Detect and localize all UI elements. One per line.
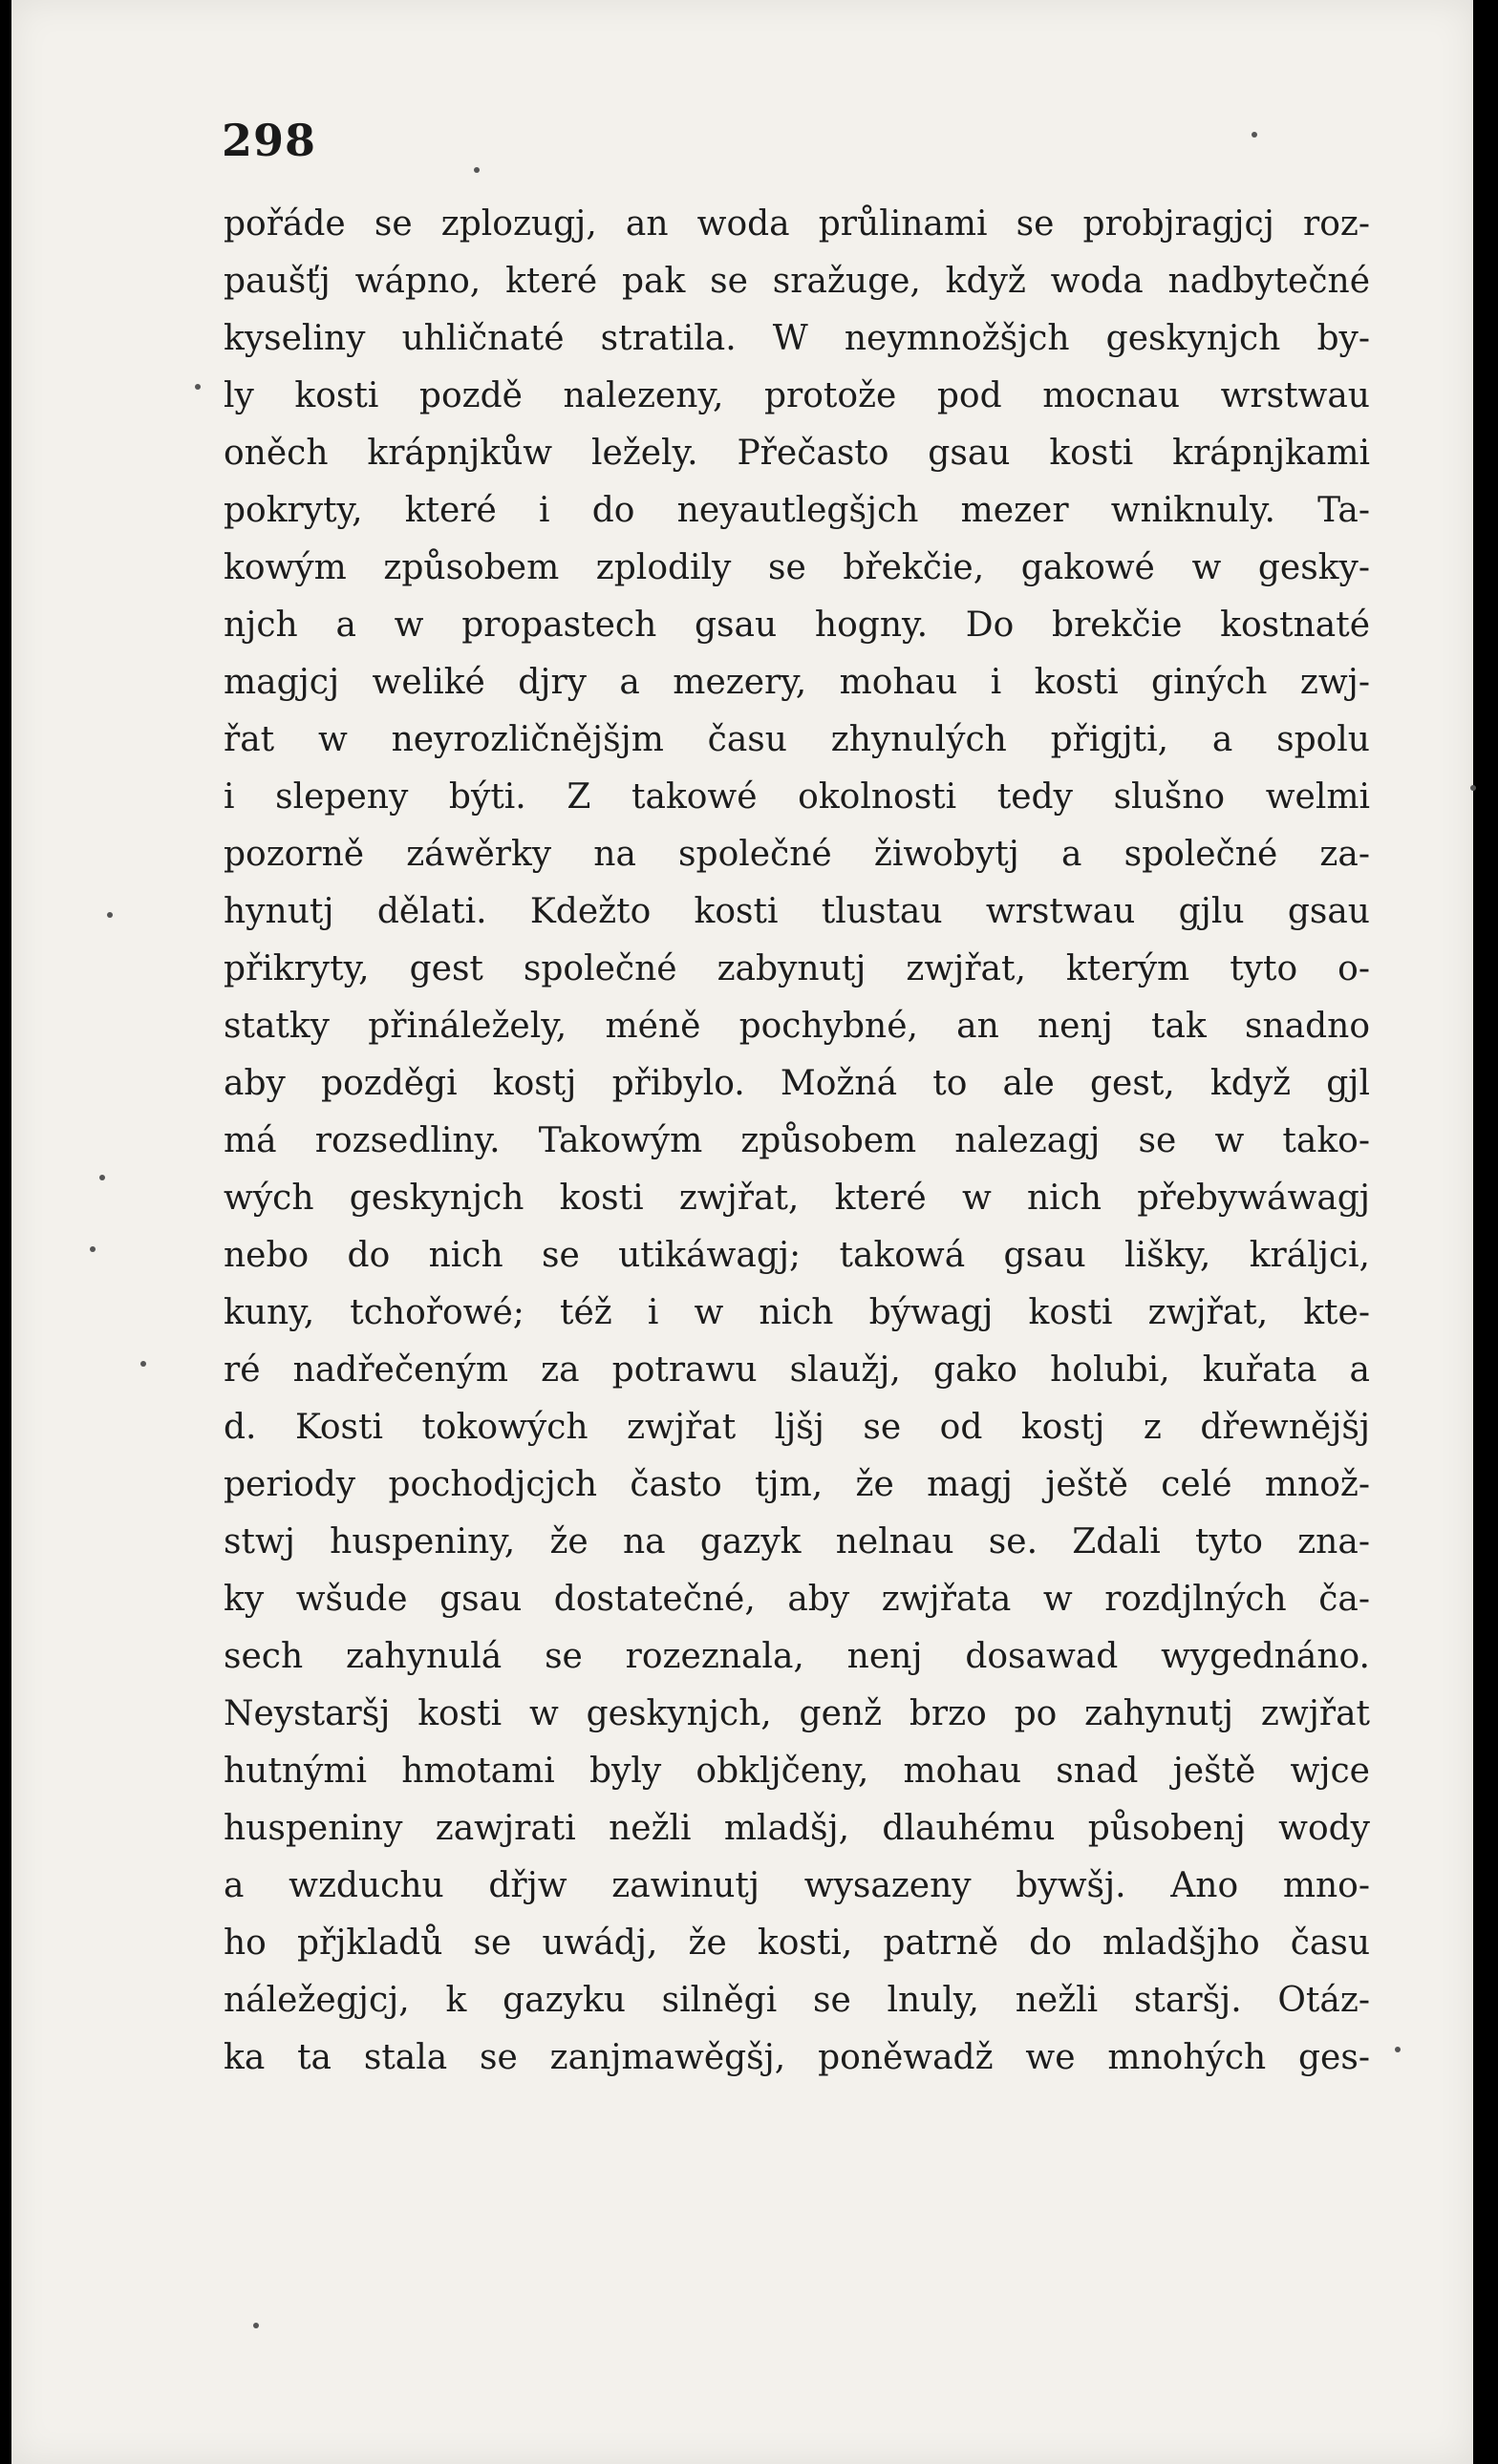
text-line: paušťj wápno, které pak se sražuge, když woda nadbytečné bbox=[224, 262, 1370, 301]
text-line: kuny, tchořowé; též i w nich býwagj kosti zwjřat, kte- bbox=[224, 1293, 1370, 1332]
text-line: přikryty, gest společné zabynutj zwjřat, kterým tyto o- bbox=[224, 949, 1370, 988]
text-line: kyseliny uhličnaté stratila. W neymnožšjch geskynjch by- bbox=[224, 319, 1370, 358]
text-line: pozorně záwěrky na společné žiwobytj a společné za- bbox=[224, 835, 1370, 874]
text-line: statky přináležely, méně pochybné, an nenj tak snadno bbox=[224, 1007, 1370, 1046]
text-line: ka ta stala se zanjmawěgšj, poněwadž we mnohých ges- bbox=[224, 2038, 1370, 2077]
text-line: hutnými hmotami byly obkljčeny, mohau snad ještě wjce bbox=[224, 1752, 1370, 1791]
text-line: oněch krápnjkůw ležely. Přečasto gsau kosti krápnjkami bbox=[224, 434, 1370, 473]
body-text bbox=[224, 196, 1370, 2087]
text-line: má rozsedliny. Takowým způsobem nalezagj se w tako- bbox=[224, 1121, 1370, 1160]
paper-speck bbox=[99, 1175, 105, 1180]
text-line: hynutj dělati. Kdežto kosti tlustau wrstwau gjlu gsau bbox=[224, 892, 1370, 931]
paper-speck bbox=[253, 2323, 259, 2328]
text-line: sech zahynulá se rozeznala, nenj dosawad wygednáno. bbox=[224, 1637, 1370, 1676]
text-line: periody pochodjcjch často tjm, že magj ještě celé množ- bbox=[224, 1465, 1370, 1504]
page-number: 298 bbox=[222, 115, 317, 166]
text-line: i slepeny býti. Z takowé okolnosti tedy slušno welmi bbox=[224, 777, 1370, 817]
text-line: Neystaršj kosti w geskynjch, genž brzo po zahynutj zwjřat bbox=[224, 1694, 1370, 1733]
book-page bbox=[11, 0, 1473, 2464]
text-line: ly kosti pozdě nalezeny, protože pod mocnau wrstwau bbox=[224, 376, 1370, 415]
paper-speck bbox=[1252, 132, 1257, 138]
text-line: aby pozděgi kostj přibylo. Možná to ale gest, když gjl bbox=[224, 1064, 1370, 1103]
text-line: ho přjkladů se uwádj, že kosti, patrně do mladšjho času bbox=[224, 1923, 1370, 1963]
text-line: pokryty, které i do neyautlegšjch mezer wniknuly. Ta- bbox=[224, 491, 1370, 530]
paper-speck bbox=[1395, 2047, 1401, 2052]
text-line: wých geskynjch kosti zwjřat, které w nich přebywáwagj bbox=[224, 1179, 1370, 1218]
text-line: njch a w propastech gsau hogny. Do brekčie kostnaté bbox=[224, 605, 1370, 645]
paper-speck bbox=[90, 1246, 96, 1252]
text-line: pořáde se zplozugj, an woda průlinami se probjragjcj roz- bbox=[224, 204, 1370, 244]
text-line: kowým způsobem zplodily se břekčie, gakowé w gesky- bbox=[224, 548, 1370, 587]
text-line: nebo do nich se utikáwagj; takowá gsau lišky, králjci, bbox=[224, 1236, 1370, 1275]
paper-speck bbox=[1470, 785, 1476, 791]
text-line: řat w neyrozličnějšjm času zhynulých přigjti, a spolu bbox=[224, 720, 1370, 759]
text-line: ky wšude gsau dostatečné, aby zwjřata w rozdjlných ča- bbox=[224, 1580, 1370, 1619]
text-line: huspeniny zawjrati nežli mladšj, dlauhému působenj wody bbox=[224, 1809, 1370, 1848]
paper-speck bbox=[107, 912, 113, 918]
text-line: a wzduchu dřjw zawinutj wysazeny bywšj. Ano mno- bbox=[224, 1866, 1370, 1905]
paper-speck bbox=[140, 1361, 146, 1367]
text-line: stwj huspeniny, že na gazyk nelnau se. Zdali tyto zna- bbox=[224, 1522, 1370, 1561]
text-line: náležegjcj, k gazyku silněgi se lnuly, nežli staršj. Otáz- bbox=[224, 1981, 1370, 2020]
text-line: d. Kosti tokowých zwjřat ljšj se od kostj z dřewnějšj bbox=[224, 1408, 1370, 1447]
paper-speck bbox=[474, 167, 480, 173]
paper-speck bbox=[195, 384, 201, 390]
text-line: ré nadřečeným za potrawu slaužj, gako holubi, kuřata a bbox=[224, 1350, 1370, 1390]
text-line: magjcj weliké djry a mezery, mohau i kosti giných zwj- bbox=[224, 663, 1370, 702]
